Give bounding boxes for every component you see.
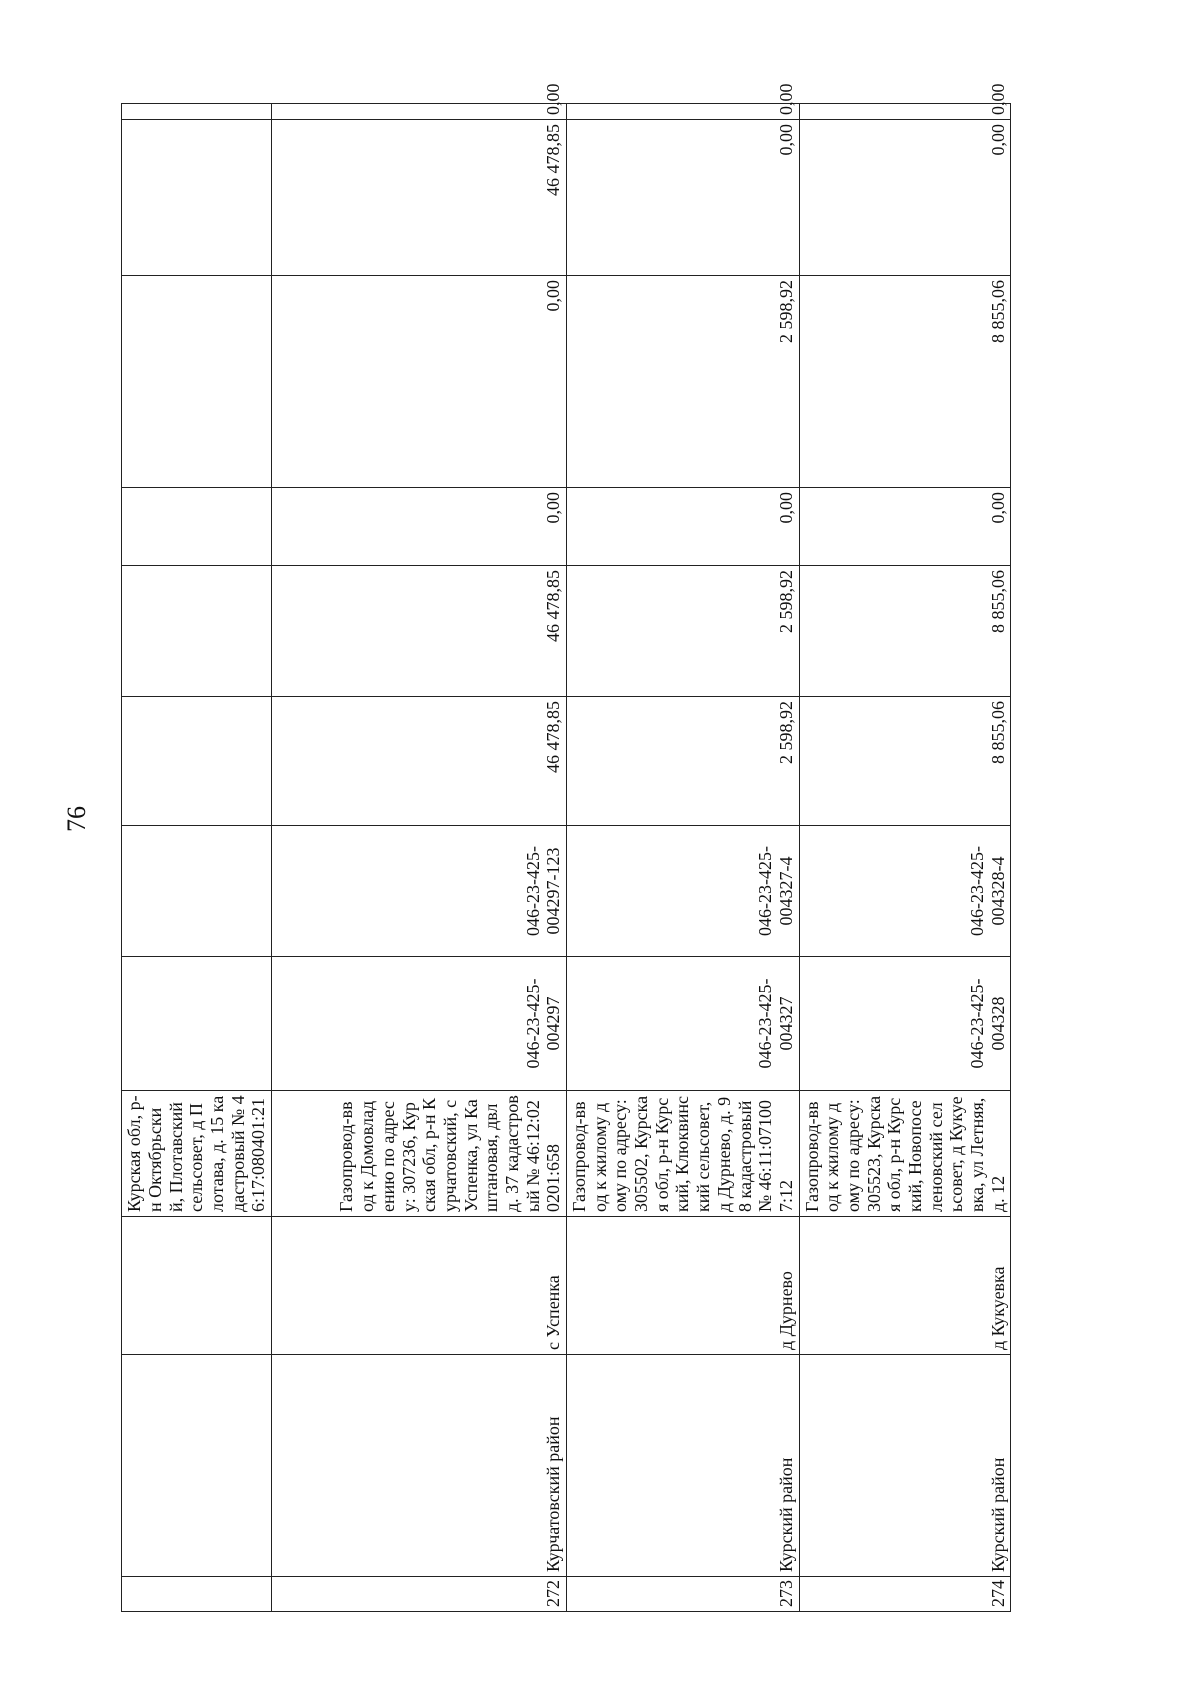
index-cell [122, 1577, 272, 1612]
settlement: д Дурнево [567, 1217, 800, 1355]
description: Газопровод-ввод к жилому дому по адресу: 305502, Курская обл, р-н Курский, Клюквинский сельсовет, д Дурнево, д. 98 кадастровый № 46:11:071007:12 [567, 1091, 800, 1217]
object-code: 046-23-425-004328 [799, 957, 1011, 1091]
description: Газопровод-ввод к Домовладению по адресу: 307236, Курская обл, р-н Курчатовский, с Успенка, ул Каштановая, двлд. 37 кадастровый № 46:12:020201:658 [272, 1091, 567, 1217]
col-d-value: 0,00 [799, 104, 1011, 120]
sub-code-cell [122, 826, 272, 957]
object-code: 046-23-425-004327 [567, 957, 800, 1091]
code-cell [122, 957, 272, 1091]
row-index: 273 [567, 1577, 800, 1612]
row-index: 274 [799, 1577, 1011, 1612]
description: Газопровод-ввод к жилому дому по адресу: 305523, Курская обл, р-н Курский, Новопоселеновский сельсовет, д Кукуевка, ул Летняя, д. 12 [799, 1091, 1011, 1217]
total: 2 598,92 [567, 566, 800, 697]
settlement: с Успенка [272, 1217, 567, 1355]
col-c-cell [122, 120, 272, 276]
district: Курчатовский район [272, 1355, 567, 1577]
district-cell [122, 1355, 272, 1577]
settlement: д Кукуевка [799, 1217, 1011, 1355]
object-sub-code: 046-23-425-004328-4 [799, 826, 1011, 957]
col-a-cell [122, 488, 272, 566]
object-sub-code: 046-23-425-004297-123 [272, 826, 567, 957]
continuation-row [122, 104, 272, 1612]
col-d-value: 0,00 [567, 104, 800, 120]
settlement-cell [122, 1217, 272, 1355]
amount: 8 855,06 [799, 697, 1011, 826]
col-b-value: 8 855,06 [799, 276, 1011, 488]
col-c-value: 0,00 [799, 120, 1011, 276]
col-b-cell [122, 276, 272, 488]
address-cell: Курская обл, р-н Октябрьский, Плотавский сельсовет, д Плотава, д. 15 кадастровый № 46:17:080401:21 [122, 1091, 272, 1217]
col-d-value: 0,00 [272, 104, 567, 120]
col-a-value: 0,00 [272, 488, 567, 566]
page-number: 76 [62, 806, 91, 832]
object-sub-code: 046-23-425-004327-4 [567, 826, 800, 957]
row-index: 272 [272, 1577, 567, 1612]
district: Курский район [799, 1355, 1011, 1577]
data-table [121, 83, 1011, 1612]
total: 8 855,06 [799, 566, 1011, 697]
amount: 46 478,85 [272, 697, 567, 826]
rotated-table-container [121, 83, 1008, 1612]
col-b-value: 2 598,92 [567, 276, 800, 488]
col-d-cell [122, 104, 272, 120]
col-c-value: 0,00 [567, 120, 800, 276]
amount-cell [122, 697, 272, 826]
object-code: 046-23-425-004297 [272, 957, 567, 1091]
col-a-value: 0,00 [799, 488, 1011, 566]
col-b-value: 0,00 [272, 276, 567, 488]
table-row [272, 104, 567, 1612]
table-row [567, 104, 800, 1612]
total-cell [122, 566, 272, 697]
col-c-value: 46 478,85 [272, 120, 567, 276]
amount: 2 598,92 [567, 697, 800, 826]
table-row [799, 104, 1011, 1612]
district: Курский район [567, 1355, 800, 1577]
col-a-value: 0,00 [567, 488, 800, 566]
total: 46 478,85 [272, 566, 567, 697]
